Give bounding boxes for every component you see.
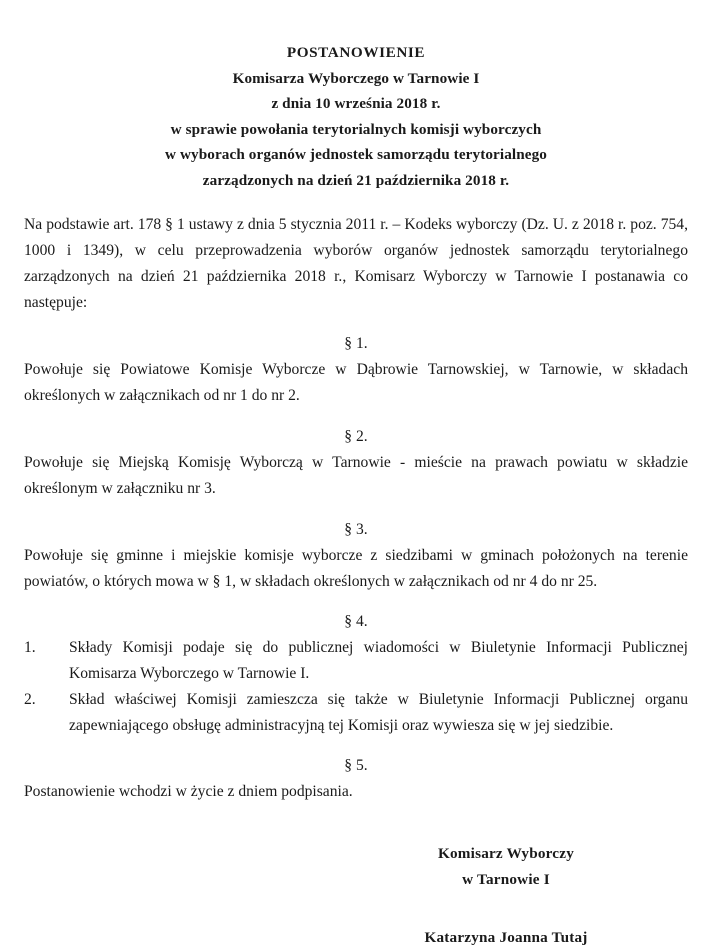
list-item-marker: 1. [24,638,36,656]
section-body-3: Powołuje się gminne i miejskie komisje wyborcze z siedzibami w gminach położonych na terenie powiatów, o których mowa w § 1, w składach określonych w załącznikach od nr 4 do nr 25. [24,546,688,590]
list-item-text: Skład właściwej Komisji zamieszcza się także w Biuletynie Informacji Publicznej organu zapewniającego obsługę administracyjną tej Komisji oraz wywiesza się w jej siedzibie. [69,690,688,734]
section-marker-4: § 4. [344,612,368,630]
document-date-line: z dnia 10 września 2018 r. [271,95,441,113]
document-subject-line-1: w sprawie powołania terytorialnych komisji wyborczych [170,120,542,138]
preamble-paragraph: Na podstawie art. 178 § 1 ustawy z dnia 5 stycznia 2011 r. – Kodeks wyborczy (Dz. U. z 2018 r. poz. 754, 1000 i 1349), w celu przeprowadzenia wyborów organów jednostek samorządu terytorialnego zarządzonych na dzień 21 października 2018 r., Komisarz Wyborczy w Tarnowie I postanawia co następuje: [24,215,688,311]
document-subject-line-2: w wyborach organów jednostek samorządu terytorialnego [165,146,547,164]
section-body-2: Powołuje się Miejską Komisję Wyborczą w Tarnowie - mieście na prawach powiatu w składzie określonym w załączniku nr 3. [24,453,688,497]
section-body-1: Powołuje się Powiatowe Komisje Wyborcze w Dąbrowie Tarnowskiej, w Tarnowie, w składach określonych w załącznikach od nr 1 do nr 2. [24,360,688,404]
section-marker-5: § 5. [344,756,368,774]
document-title: POSTANOWIENIE [286,44,426,61]
document-subject-line-3: zarządzonych na dzień 21 października 2018 r. [202,171,510,189]
section-4-list [24,635,688,739]
signatory-name: Katarzyna Joanna Tutaj [424,928,588,946]
signatory-title-line-1: Komisarz Wyborczy [438,844,574,862]
document-header [24,0,688,194]
list-item-marker: 2. [24,690,36,708]
list-item [24,687,688,739]
section-marker-1: § 1. [344,334,368,352]
section-body-5: Postanowienie wchodzi w życie z dniem podpisania. [24,782,353,800]
list-item [24,635,688,687]
signature-spacer [324,893,688,925]
section-marker-3: § 3. [344,520,368,538]
document-subtitle-authority: Komisarza Wyborczego w Tarnowie I [232,69,480,87]
list-item-text: Składy Komisji podaje się do publicznej wiadomości w Biuletynie Informacji Publicznej Komisarza Wyborczego w Tarnowie I. [69,638,688,682]
section-marker-2: § 2. [344,427,368,445]
signature-block [324,841,688,951]
signatory-title-line-2: w Tarnowie I [462,870,550,888]
